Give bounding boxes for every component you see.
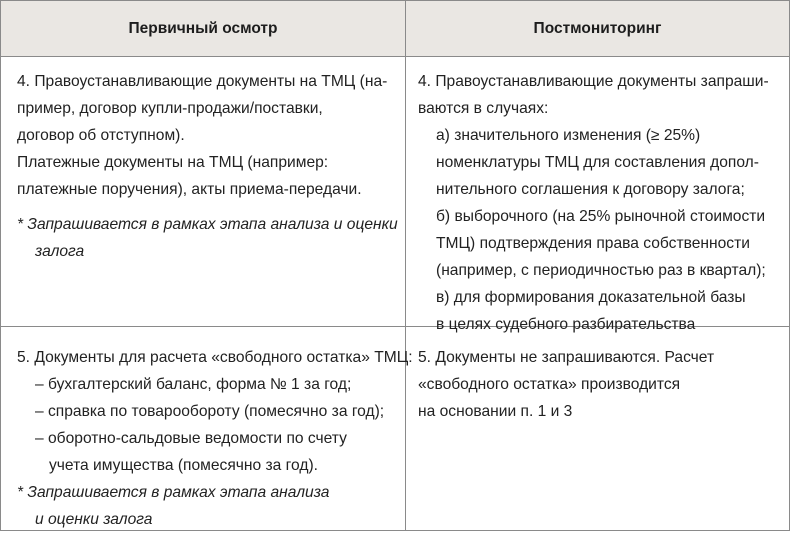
text-line: «свободного остатка» производится	[418, 376, 681, 393]
note-line: * Запрашивается в рамках этапа анализа	[17, 484, 330, 501]
note-line: залога	[35, 243, 85, 260]
row1-right-cell	[418, 68, 769, 338]
text-line: 5. Документы для расчета «свободного остатка» ТМЦ:	[17, 349, 413, 366]
header-divider	[1, 56, 789, 57]
row2-right-cell	[418, 344, 714, 425]
list-item: в целях судебного разбирательства	[436, 316, 696, 333]
list-item: – бухгалтерский баланс, форма № 1 за год;	[35, 376, 352, 393]
header-post-monitoring: Постмониторинг	[406, 1, 789, 56]
text-line: 4. Правоустанавливающие документы запраши-	[418, 73, 769, 90]
list-item: ТМЦ) подтверждения права собственности	[436, 235, 750, 252]
header-initial-inspection: Первичный осмотр	[1, 1, 405, 56]
list-item: а) значительного изменения (≥ 25%)	[436, 127, 701, 144]
list-item: нительного соглашения к договору залога;	[436, 181, 745, 198]
text-line: 5. Документы не запрашиваются. Расчет	[418, 349, 715, 366]
row1-left-cell	[17, 68, 398, 265]
text-line: ваются в случаях:	[418, 100, 549, 117]
text-line: на основании п. 1 и 3	[418, 403, 573, 420]
note-line: * Запрашивается в рамках этапа анализа и оценки	[17, 216, 398, 233]
list-item: – оборотно-сальдовые ведомости по счету	[35, 430, 347, 447]
row2-left-cell	[17, 344, 413, 533]
list-item-continuation: учета имущества (помесячно за год).	[49, 457, 318, 474]
list-item: номенклатуры ТМЦ для составления допол-	[436, 154, 759, 171]
text-line: платежные поручения), акты приема-передачи.	[17, 181, 362, 198]
list-item: – справка по товарообороту (помесячно за год);	[35, 403, 385, 420]
text-line: Платежные документы на ТМЦ (например:	[17, 154, 329, 171]
list-item: б) выборочного (на 25% рыночной стоимости	[436, 208, 766, 225]
note-line: и оценки залога	[35, 511, 153, 528]
text-line: договор об отступном).	[17, 127, 185, 144]
text-line: 4. Правоустанавливающие документы на ТМЦ (на-	[17, 73, 388, 90]
list-item: в) для формирования доказательной базы	[436, 289, 746, 306]
list-item: (например, с периодичностью раз в квартал);	[436, 262, 766, 279]
text-line: пример, договор купли-продажи/поставки,	[17, 100, 323, 117]
